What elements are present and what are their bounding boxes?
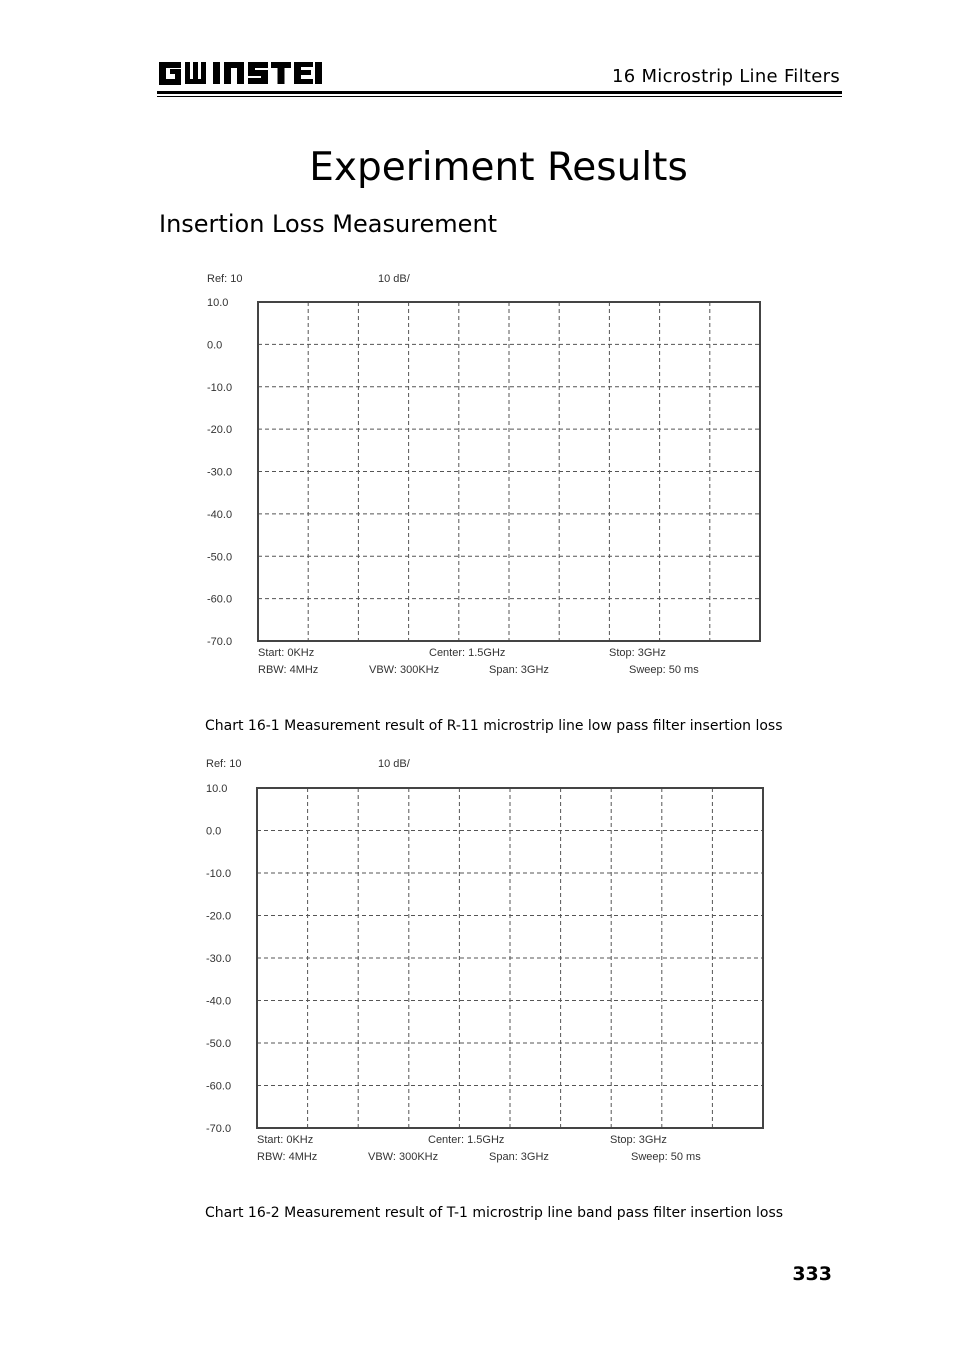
bandwidth-setting-label: Span: 3GHz — [489, 664, 549, 676]
y-tick-label: 10.0 — [206, 783, 228, 795]
header-rule — [157, 91, 842, 94]
page-title: Experiment Results — [309, 145, 688, 190]
sweep-setting-label: Stop: 3GHz — [609, 647, 666, 659]
y-tick-label: -20.0 — [207, 424, 233, 437]
bandwidth-setting-label: Sweep: 50 ms — [629, 664, 699, 676]
y-tick-label: -60.0 — [206, 1080, 232, 1093]
sweep-setting-label: Center: 1.5GHz — [429, 647, 506, 659]
bandwidth-setting-label: Span: 3GHz — [489, 1151, 549, 1163]
chapter-title: 16 Microstrip Line Filters — [611, 66, 840, 87]
chart-2-caption: Chart 16-2 Measurement result of T-1 microstrip line band pass filter insertion loss — [205, 1205, 784, 1221]
chart-1-svg — [0, 262, 954, 692]
y-tick-label: -50.0 — [206, 1038, 232, 1050]
y-tick-label: -30.0 — [206, 953, 232, 965]
y-tick-label: -30.0 — [207, 466, 233, 479]
section-heading: Insertion Loss Measurement — [159, 210, 498, 238]
scale-label: 10 dB/ — [378, 273, 410, 285]
y-tick-label: -60.0 — [207, 593, 233, 606]
y-tick-label: -40.0 — [206, 995, 232, 1008]
y-tick-label: -20.0 — [206, 910, 232, 923]
bandwidth-setting-label: RBW: 4MHz — [257, 1151, 318, 1163]
page-number: 333 — [792, 1263, 832, 1285]
insertion-loss-chart-2 — [0, 748, 954, 1188]
y-tick-label: 0.0 — [206, 825, 222, 838]
chart-2-svg — [0, 748, 954, 1178]
y-tick-label: -70.0 — [207, 636, 233, 648]
bandwidth-setting-label: VBW: 300KHz — [369, 664, 440, 676]
sweep-setting-label: Start: 0KHz — [258, 647, 315, 659]
y-tick-label: -10.0 — [206, 868, 232, 880]
sweep-setting-label: Start: 0KHz — [257, 1134, 314, 1146]
y-tick-label: -70.0 — [206, 1123, 232, 1135]
bandwidth-setting-label: RBW: 4MHz — [258, 664, 319, 676]
y-tick-label: -40.0 — [207, 508, 233, 521]
y-tick-label: -10.0 — [207, 381, 233, 394]
gw-instek-logo — [157, 58, 322, 88]
bandwidth-setting-label: VBW: 300KHz — [368, 1151, 439, 1163]
scale-label: 10 dB/ — [378, 758, 410, 770]
insertion-loss-chart-1 — [0, 262, 954, 702]
ref-level-label: Ref: 10 — [207, 273, 243, 285]
chart-1-caption: Chart 16-1 Measurement result of R-11 microstrip line low pass filter insertion loss — [205, 718, 783, 734]
header-rule-thin — [157, 96, 842, 97]
ref-level-label: Ref: 10 — [206, 758, 242, 770]
y-tick-label: 0.0 — [207, 339, 223, 352]
y-tick-label: -50.0 — [207, 551, 233, 564]
y-tick-label: 10.0 — [207, 297, 229, 309]
bandwidth-setting-label: Sweep: 50 ms — [631, 1151, 701, 1163]
sweep-setting-label: Center: 1.5GHz — [428, 1134, 505, 1146]
sweep-setting-label: Stop: 3GHz — [610, 1134, 667, 1146]
